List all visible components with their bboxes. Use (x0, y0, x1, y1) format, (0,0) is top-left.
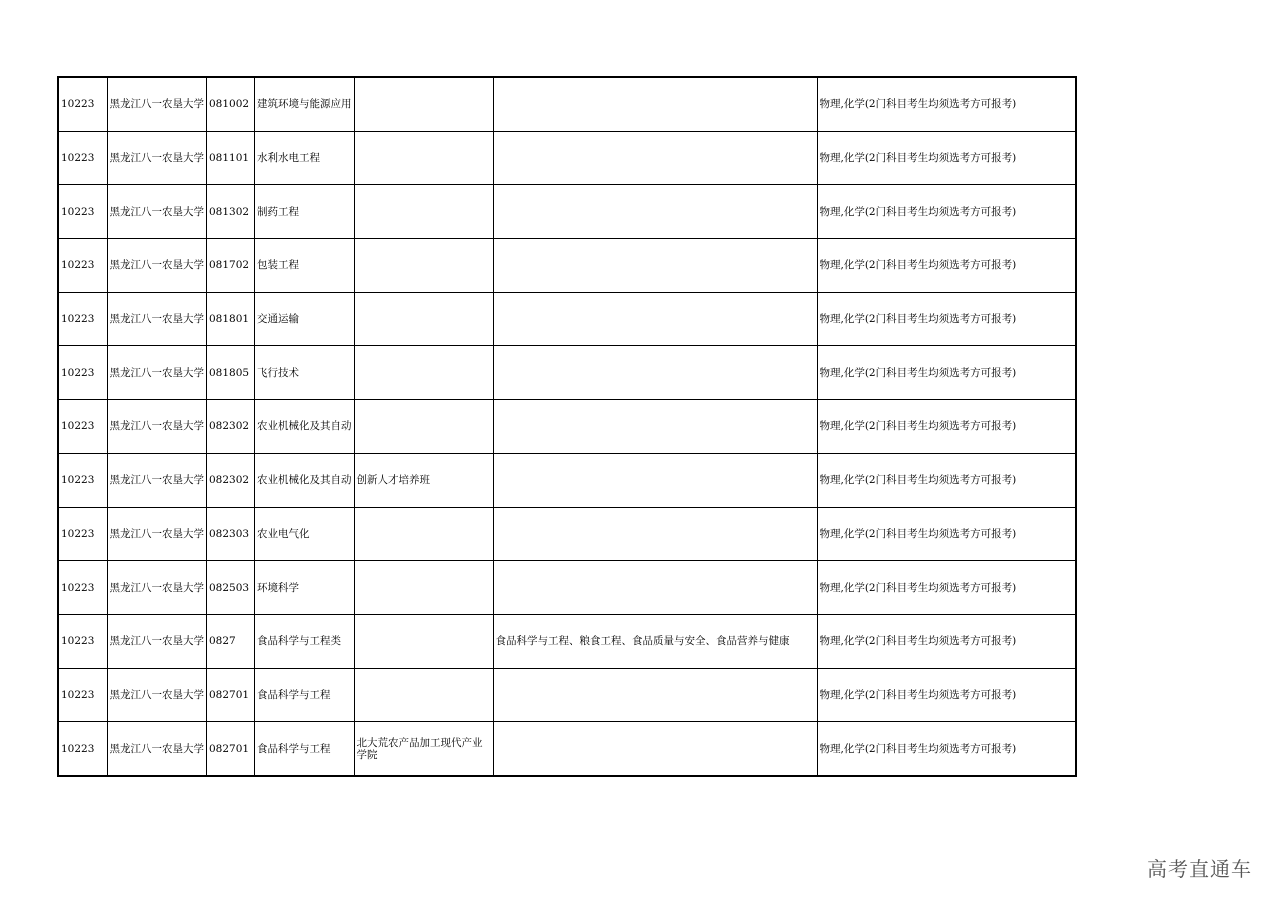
major-note-cell: 创新人才培养班 (354, 453, 493, 507)
watermark-text: 高考直通车 (1147, 857, 1252, 881)
included-majors-cell (493, 561, 817, 615)
institution-code-cell: 10223 (58, 722, 107, 776)
major-code-cell: 081805 (207, 346, 255, 400)
institution-name-cell: 黑龙江八一农垦大学 (107, 507, 207, 561)
major-name-cell: 食品科学与工程类 (255, 614, 355, 668)
institution-code-cell: 10223 (58, 400, 107, 454)
institution-name-cell: 黑龙江八一农垦大学 (107, 561, 207, 615)
major-name-cell: 食品科学与工程 (255, 722, 355, 776)
institution-name-cell: 黑龙江八一农垦大学 (107, 400, 207, 454)
institution-name-cell: 黑龙江八一农垦大学 (107, 239, 207, 293)
subject-requirement-cell: 物理,化学(2门科目考生均须选考方可报考) (817, 614, 1076, 668)
subject-requirement-cell: 物理,化学(2门科目考生均须选考方可报考) (817, 668, 1076, 722)
major-note-cell (354, 185, 493, 239)
institution-name-cell: 黑龙江八一农垦大学 (107, 453, 207, 507)
table-row (58, 722, 1076, 776)
institution-code-cell: 10223 (58, 131, 107, 185)
institution-code-cell: 10223 (58, 185, 107, 239)
table-row (58, 185, 1076, 239)
major-code-cell: 081702 (207, 239, 255, 293)
major-code-cell: 082302 (207, 400, 255, 454)
subject-requirement-cell: 物理,化学(2门科目考生均须选考方可报考) (817, 239, 1076, 293)
major-note-cell (354, 400, 493, 454)
institution-code-cell: 10223 (58, 507, 107, 561)
major-code-cell: 081101 (207, 131, 255, 185)
subject-requirements-table (57, 76, 1077, 777)
major-name-cell: 制药工程 (255, 185, 355, 239)
subject-requirement-cell: 物理,化学(2门科目考生均须选考方可报考) (817, 131, 1076, 185)
table-row (58, 346, 1076, 400)
table-row (58, 453, 1076, 507)
table-row (58, 507, 1076, 561)
institution-name-cell: 黑龙江八一农垦大学 (107, 77, 207, 131)
major-code-cell: 081302 (207, 185, 255, 239)
table-row (58, 614, 1076, 668)
major-note-cell (354, 668, 493, 722)
table-row (58, 561, 1076, 615)
major-name-cell: 交通运输 (255, 292, 355, 346)
major-code-cell: 081002 (207, 77, 255, 131)
subject-requirement-cell: 物理,化学(2门科目考生均须选考方可报考) (817, 507, 1076, 561)
subject-requirement-cell: 物理,化学(2门科目考生均须选考方可报考) (817, 453, 1076, 507)
major-note-cell (354, 561, 493, 615)
included-majors-cell: 食品科学与工程、粮食工程、食品质量与安全、食品营养与健康 (493, 614, 817, 668)
table-body (58, 77, 1076, 776)
subject-requirement-cell: 物理,化学(2门科目考生均须选考方可报考) (817, 292, 1076, 346)
institution-code-cell: 10223 (58, 561, 107, 615)
included-majors-cell (493, 507, 817, 561)
included-majors-cell (493, 346, 817, 400)
included-majors-cell (493, 722, 817, 776)
subject-requirement-cell: 物理,化学(2门科目考生均须选考方可报考) (817, 77, 1076, 131)
major-note-cell (354, 614, 493, 668)
institution-name-cell: 黑龙江八一农垦大学 (107, 668, 207, 722)
table-row (58, 292, 1076, 346)
included-majors-cell (493, 239, 817, 293)
institution-name-cell: 黑龙江八一农垦大学 (107, 614, 207, 668)
included-majors-cell (493, 131, 817, 185)
table-row (58, 239, 1076, 293)
major-name-cell: 农业机械化及其自动 (255, 453, 355, 507)
major-note-cell (354, 346, 493, 400)
institution-code-cell: 10223 (58, 239, 107, 293)
institution-code-cell: 10223 (58, 614, 107, 668)
table-row (58, 400, 1076, 454)
included-majors-cell (493, 453, 817, 507)
major-code-cell: 082701 (207, 668, 255, 722)
major-name-cell: 食品科学与工程 (255, 668, 355, 722)
major-name-cell: 建筑环境与能源应用 (255, 77, 355, 131)
institution-name-cell: 黑龙江八一农垦大学 (107, 292, 207, 346)
major-name-cell: 飞行技术 (255, 346, 355, 400)
major-code-cell: 081801 (207, 292, 255, 346)
major-name-cell: 水利水电工程 (255, 131, 355, 185)
institution-name-cell: 黑龙江八一农垦大学 (107, 131, 207, 185)
major-note-cell (354, 292, 493, 346)
institution-name-cell: 黑龙江八一农垦大学 (107, 185, 207, 239)
included-majors-cell (493, 77, 817, 131)
major-note-cell (354, 131, 493, 185)
major-code-cell: 082302 (207, 453, 255, 507)
subject-requirement-cell: 物理,化学(2门科目考生均须选考方可报考) (817, 722, 1076, 776)
institution-name-cell: 黑龙江八一农垦大学 (107, 722, 207, 776)
included-majors-cell (493, 292, 817, 346)
major-code-cell: 082701 (207, 722, 255, 776)
major-name-cell: 包装工程 (255, 239, 355, 293)
included-majors-cell (493, 400, 817, 454)
subject-requirement-cell: 物理,化学(2门科目考生均须选考方可报考) (817, 561, 1076, 615)
institution-code-cell: 10223 (58, 346, 107, 400)
major-code-cell: 082303 (207, 507, 255, 561)
table-row (58, 668, 1076, 722)
major-note-cell (354, 77, 493, 131)
major-code-cell: 082503 (207, 561, 255, 615)
included-majors-cell (493, 668, 817, 722)
major-code-cell: 0827 (207, 614, 255, 668)
major-name-cell: 环境科学 (255, 561, 355, 615)
table-row (58, 77, 1076, 131)
subject-requirement-cell: 物理,化学(2门科目考生均须选考方可报考) (817, 400, 1076, 454)
subject-requirement-cell: 物理,化学(2门科目考生均须选考方可报考) (817, 346, 1076, 400)
institution-code-cell: 10223 (58, 292, 107, 346)
major-name-cell: 农业机械化及其自动 (255, 400, 355, 454)
institution-code-cell: 10223 (58, 453, 107, 507)
table-row (58, 131, 1076, 185)
institution-name-cell: 黑龙江八一农垦大学 (107, 346, 207, 400)
institution-code-cell: 10223 (58, 77, 107, 131)
major-note-cell (354, 239, 493, 293)
major-note-cell: 北大荒农产品加工现代产业学院 (354, 722, 493, 776)
included-majors-cell (493, 185, 817, 239)
institution-code-cell: 10223 (58, 668, 107, 722)
subject-requirement-cell: 物理,化学(2门科目考生均须选考方可报考) (817, 185, 1076, 239)
major-name-cell: 农业电气化 (255, 507, 355, 561)
major-note-cell (354, 507, 493, 561)
